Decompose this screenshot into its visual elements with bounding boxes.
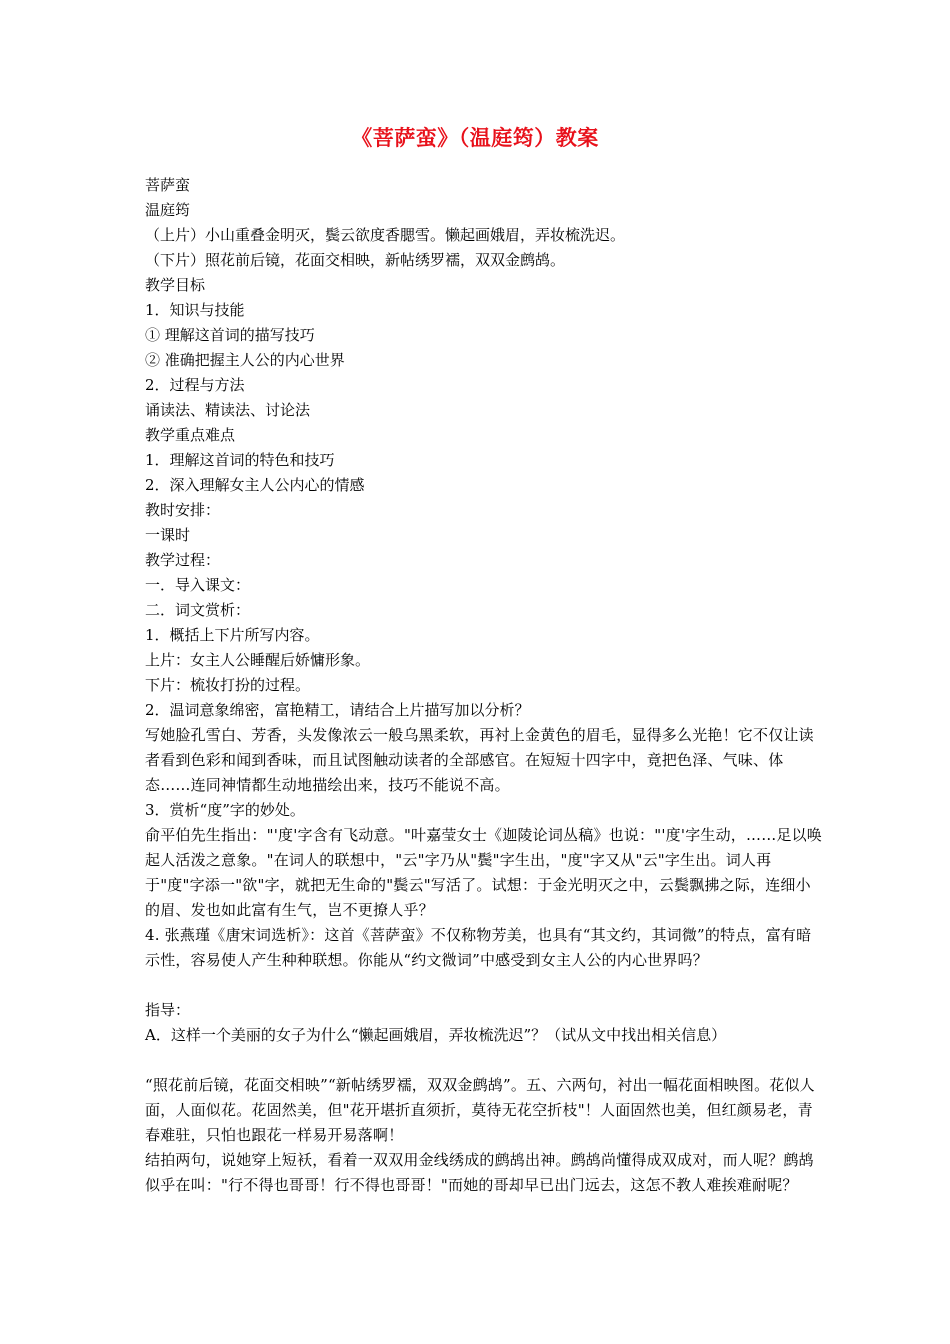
text-line: （下片）照花前后镜，花面交相映，新帖绣罗襦，双双金鹧鸪。 <box>145 251 566 269</box>
paragraph: 4. 张燕瑾《唐宋词选析》：这首《菩萨蛮》不仅称物芳美，也具有“其文约，其词微”的特点，富有暗示性，容易使人产生种种联想。你能从“约文微词”中感受到女主人公的内心世界吗？ <box>145 926 812 969</box>
text-line: 3．赏析“度”字的妙处。 <box>145 801 305 819</box>
text-line: 2．过程与方法 <box>145 376 245 394</box>
text-line: 2．温词意象绵密，富艳精工，请结合上片描写加以分析？ <box>145 701 530 719</box>
text-line: A．这样一个美丽的女子为什么“懒起画娥眉，弄妆梳洗迟”？（试从文中找出相关信息） <box>145 1026 727 1044</box>
text-line: 一．导入课文： <box>145 576 251 594</box>
paragraph: “照花前后镜，花面交相映”“新帖绣罗襦，双双金鹧鸪”。五、六两句，衬出一幅花面相映图。花似人面，人面似花。花固然美，但"花开堪折直须折，莫待无花空折枝"！人面固然也美，但红颜易老，青春难驻，只怕也跟花一样易开易落啊！ <box>145 1076 815 1144</box>
section-heading: 教学目标 <box>145 276 206 294</box>
text-line: 1．理解这首词的特色和技巧 <box>145 451 335 469</box>
blank-line <box>145 1048 825 1073</box>
paragraph: 写她脸孔雪白、芳香，头发像浓云一般乌黑柔软，再衬上金黄色的眉毛，显得多么光艳！它不仅让读者看到色彩和闻到香味，而且试图触动读者的全部感官。在短短十四字中，竟把色泽、气味、体态……连同神情都生动地描绘出来，技巧不能说不高。 <box>145 726 814 794</box>
text-line: ① 理解这首词的描写技巧 <box>145 326 315 344</box>
blank-line <box>145 973 825 998</box>
section-heading: 教学过程： <box>145 551 221 569</box>
text-line: 二．词文赏析： <box>145 601 251 619</box>
paragraph: 俞平伯先生指出："'度'字含有飞动意。"叶嘉莹女士《迦陵论词丛稿》也说："'度'字生动，……足以唤起人活泼之意象。"在词人的联想中，"云"字乃从"鬓"字生出，"度"字又从"云"字生出。词人再于"度"字添一"欲"字，就把无生命的"鬓云"写活了。试想：于金光明灭之中，云鬓飘拂之际，连细小的眉、发也如此富有生气，岂不更撩人乎？ <box>145 826 822 919</box>
text-line: 菩萨蛮 <box>145 176 191 194</box>
text-line: 1．知识与技能 <box>145 301 245 319</box>
text-line: 1．概括上下片所写内容。 <box>145 626 320 644</box>
text-line: 上片：女主人公睡醒后娇慵形象。 <box>145 651 371 669</box>
text-line: 指导： <box>145 1001 191 1019</box>
text-line: 温庭筠 <box>145 201 191 219</box>
text-line: 诵读法、精读法、讨论法 <box>145 401 311 419</box>
paragraph: 结拍两句，说她穿上短袄，看着一双双用金线绣成的鹧鸪出神。鹧鸪尚懂得成双成对，而人呢？鹧鸪似乎在叫："行不得也哥哥！行不得也哥哥！"而她的哥却早已出门远去，这怎不教人难挨难耐呢？ <box>145 1151 814 1194</box>
text-line: 2．深入理解女主人公内心的情感 <box>145 476 365 494</box>
text-line: ② 准确把握主人公的内心世界 <box>145 351 345 369</box>
text-line: 下片：梳妆打扮的过程。 <box>145 676 311 694</box>
text-line: 一课时 <box>145 526 191 544</box>
section-heading: 教学重点难点 <box>145 426 236 444</box>
text-line: （上片）小山重叠金明灭，鬓云欲度香腮雪。懒起画娥眉，弄妆梳洗迟。 <box>145 226 626 244</box>
document-title: 《菩萨蛮》（温庭筠）教案 <box>351 125 599 150</box>
document-body <box>145 173 825 1198</box>
section-heading: 教时安排： <box>145 501 221 519</box>
